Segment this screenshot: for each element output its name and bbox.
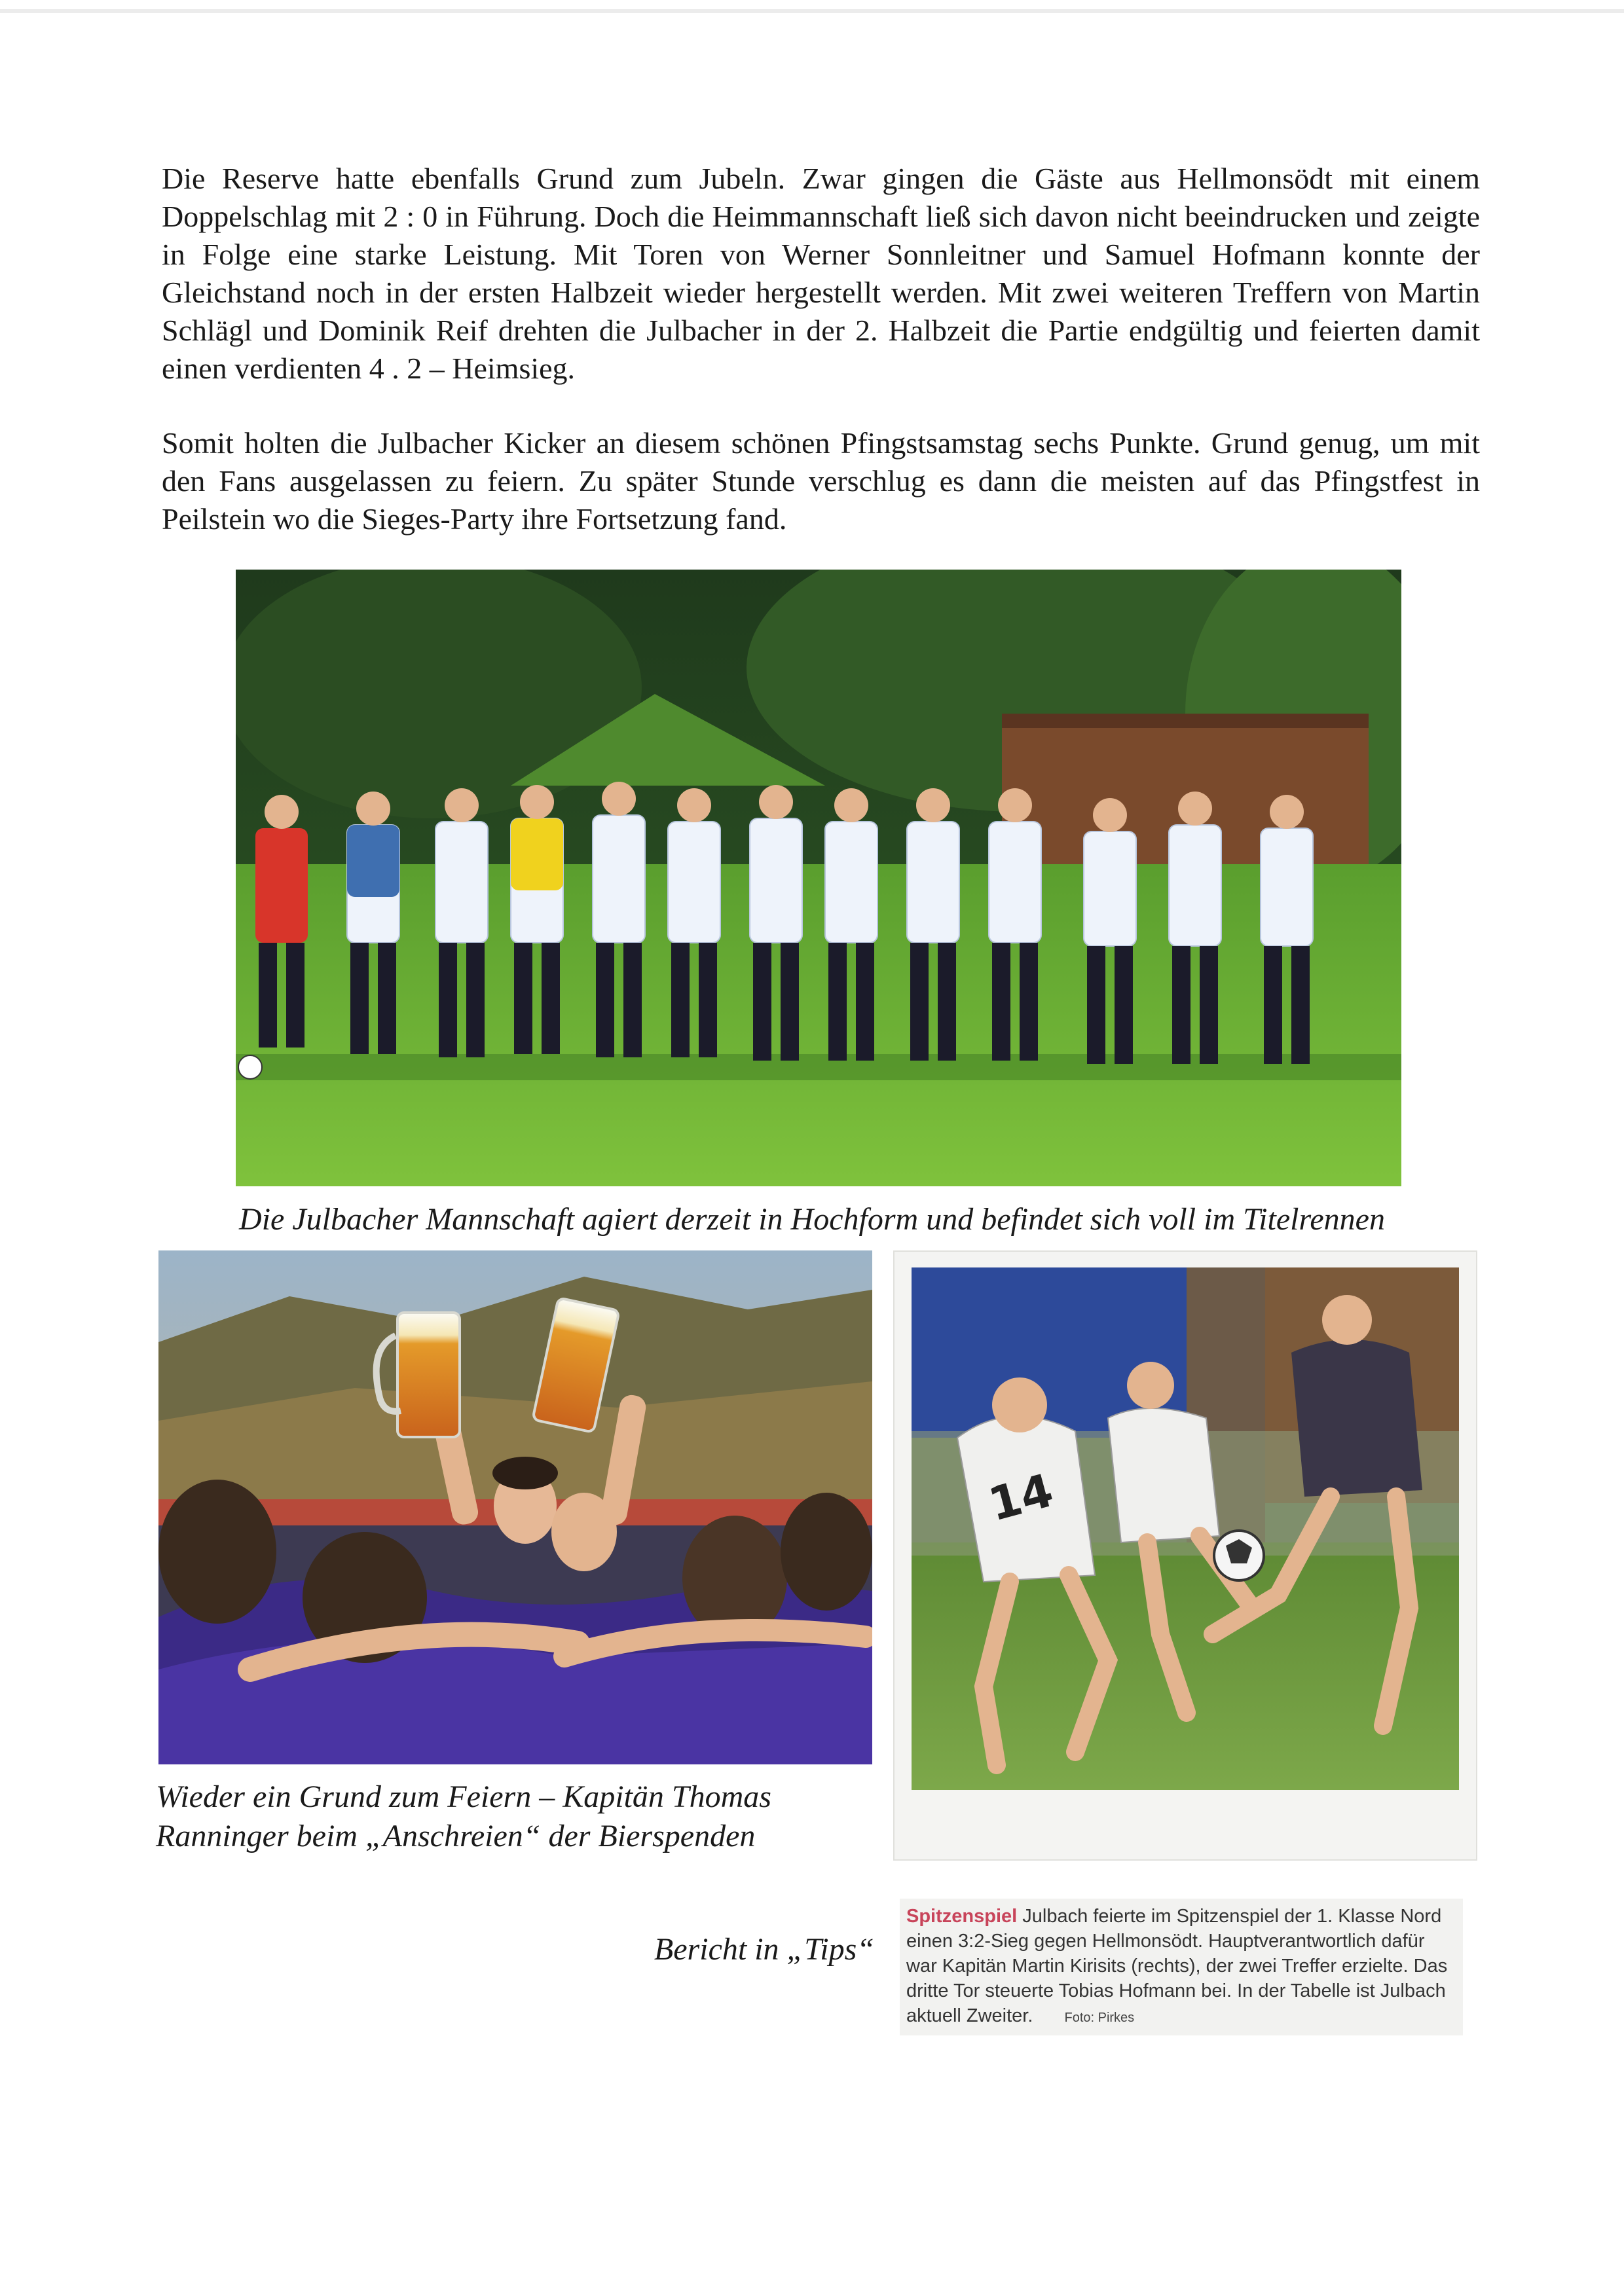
paragraph-celebration: Somit holten die Julbacher Kicker an diesem schönen Pfingstsamstag sechs Punkte. Grund genug, um mit den Fans ausgelassen zu feiern. Zu später Stunde verschlug es dann die meisten auf das Pfingstfest in Peilstein wo die Sieges-Party ihre Fortsetzung fand.	[162, 426, 1480, 536]
match-action-photo	[912, 1267, 1459, 1790]
clipping-caption	[900, 1899, 1463, 2035]
beer-celebration-photo	[158, 1250, 872, 1764]
paragraph-reserve: Die Reserve hatte ebenfalls Grund zum Jubeln. Zwar gingen die Gäste aus Hellmonsödt mit einem Doppelschlag mit 2 : 0 in Führung. Doch die Heimmannschaft ließ sich davon nicht beeindrucken und zeigte in Folge eine starke Leistung. Mit Toren von Werner Sonnleitner und Samuel Hofmann konnte der Gleichstand noch in der ersten Halbzeit wieder hergestellt werden. Mit zwei weiteren Treffern von Martin Schlägl und Dominik Reif drehten die Julbacher in der 2. Halbzeit die Partie endgültig und feierten damit einen verdienten 4 . 2 – Heimsieg.	[162, 162, 1480, 385]
newspaper-clipping	[895, 1252, 1476, 1859]
tips-report-label: Bericht in „Tips“	[654, 1932, 874, 1967]
clipping-kicker: Spitzenspiel	[906, 1906, 1018, 1927]
beer-photo-caption: Wieder ein Grund zum Feiern – Kapitän Thomas Ranninger beim „Anschreien“ der Bierspenden	[156, 1779, 771, 1853]
svg-text:14: 14	[983, 1463, 1059, 1532]
clipping-body: Julbach feierte im Spitzenspiel der 1. Klasse Nord einen 3:2-Sieg gegen Hellmonsödt. Hauptverantwortlich dafür war Kapitän Martin Kirisits (rechts), der zwei Treffer erzielte. Das dritte Tor steuerte Tobias Hofmann bei. In der Tabelle ist Julbach aktuell Zweiter.	[906, 1906, 1448, 2026]
scan-edge	[0, 9, 1624, 13]
photo-credit: Foto: Pirkes	[1064, 2011, 1135, 2025]
team-photo	[236, 570, 1401, 1186]
team-photo-caption: Die Julbacher Mannschaft agiert derzeit in Hochform und befindet sich voll im Titelrennen	[239, 1202, 1385, 1237]
